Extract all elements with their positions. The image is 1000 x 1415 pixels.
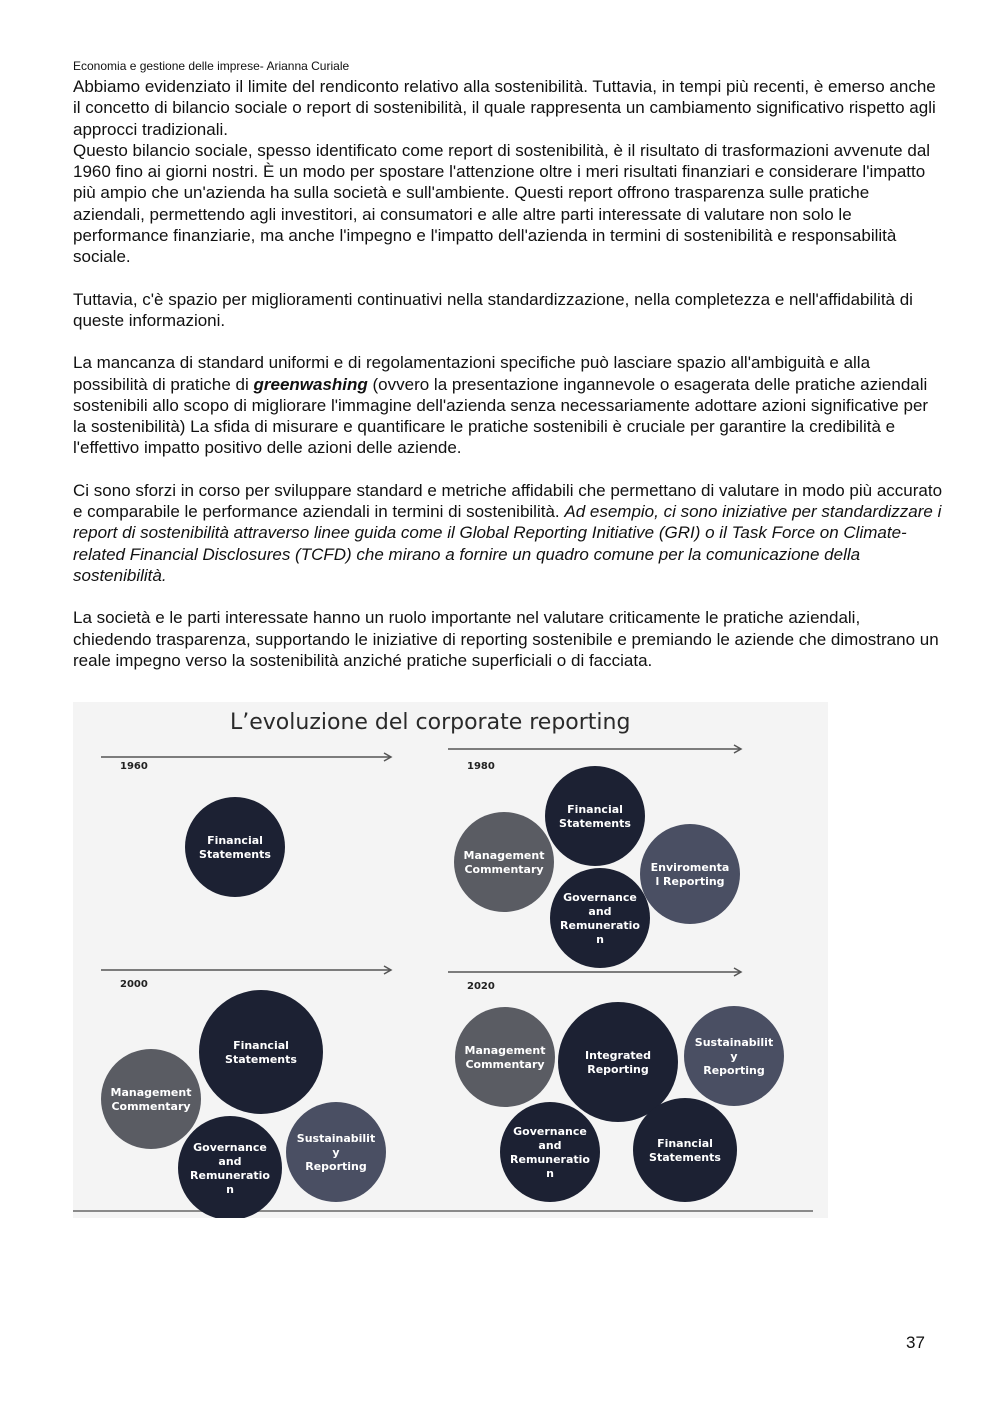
circle-label-line: Management xyxy=(464,1044,546,1057)
circle-label-line: Reporting xyxy=(587,1063,649,1076)
circle-label-line: and xyxy=(538,1139,562,1152)
circle-shape xyxy=(500,1102,600,1202)
circle-label-line: Remuneratio xyxy=(190,1169,270,1182)
reporting-circle xyxy=(101,1049,201,1149)
reporting-circle xyxy=(286,1102,386,1202)
corporate-reporting-figure xyxy=(73,702,828,1218)
circle-label-line: and xyxy=(588,905,612,918)
page-header: Economia e gestione delle imprese- Arianna Curiale xyxy=(73,59,350,73)
circle-shape xyxy=(633,1098,737,1202)
circle-label-line: y xyxy=(332,1146,340,1159)
circle-shape xyxy=(545,766,645,866)
circle-shape xyxy=(550,868,650,968)
timeline-panel-1960 xyxy=(101,753,391,897)
corporate-reporting-diagram xyxy=(73,702,828,1218)
reporting-circle xyxy=(684,1006,784,1106)
timeline-panel-2000 xyxy=(101,966,391,1218)
circle-shape xyxy=(558,1002,678,1122)
circle-label-line: Reporting xyxy=(703,1064,765,1077)
circle-label-line: Governance xyxy=(563,891,637,904)
circle-label-line: n xyxy=(596,933,604,946)
year-label: 1980 xyxy=(467,761,495,772)
circle-label-line: Commentary xyxy=(111,1100,191,1113)
circle-label-line: and xyxy=(218,1155,242,1168)
circle-label-line: Financial xyxy=(657,1137,713,1150)
circle-shape xyxy=(454,812,554,912)
circle-label-line: Statements xyxy=(225,1053,297,1066)
reporting-circle xyxy=(550,868,650,968)
paragraph-4 xyxy=(73,352,943,458)
paragraph-2: Questo bilancio sociale, spesso identificato come report di sostenibilità, è il risultato di trasformazioni avvenute dal 1960 fino ai giorni nostri. È un modo per spostare l'attenzione oltre i meri risultati finanziari e considerare l'impatto più ampio che un'azienda ha sulla società e sull'ambiente. Questi report offrono trasparenza sulle pratiche aziendali, permettendo agli investitori, ai consumatori e alle altre parti interessate di valutare non solo le performance finanziarie, ma anche l'impegno e l'impatto dell'azienda in termini di sostenibilità e responsabilità sociale. xyxy=(73,140,931,267)
circle-label-line: Governance xyxy=(513,1125,587,1138)
reporting-circle xyxy=(558,1002,678,1122)
circle-label-line: Commentary xyxy=(465,1058,545,1071)
paragraph-1: Abbiamo evidenziato il limite del rendiconto relativo alla sostenibilità. Tuttavia, in tempi più recenti, è emerso anche il concetto di bilancio sociale o report di sostenibilità, il quale rappresenta un cambiamento significativo rispetto agli approcci tradizionali. xyxy=(73,77,936,139)
reporting-circle xyxy=(185,797,285,897)
circle-label-line: Management xyxy=(463,849,545,862)
circle-label-line: Management xyxy=(110,1086,192,1099)
circle-shape xyxy=(640,824,740,924)
paragraph-5 xyxy=(73,480,943,586)
paragraph-5-italic: Ad esempio, ci sono iniziative per standardizzare i report di sostenibilità attraverso linee guida come il Global Reporting Initiative (GRI) o il Task Force on Climate-related Financial Disclosures (TCFD) che mirano a fornire un quadro comune per la comunicazione della sostenibilità. xyxy=(73,502,942,585)
circle-label-line: Remuneratio xyxy=(560,919,640,932)
circle-shape xyxy=(101,1049,201,1149)
circle-label-line: Integrated xyxy=(585,1049,651,1062)
circle-label-line: Financial xyxy=(207,834,263,847)
reporting-circle xyxy=(178,1116,282,1218)
reporting-circle xyxy=(545,766,645,866)
paragraph-4-end: (ovvero la presentazione ingannevole o esagerata delle pratiche aziendali sostenibili allo scopo di migliorare l'immagine dell'azienda senza necessariamente adottare azioni significative per la sostenibilità) La sfida di misurare e quantificare le pratiche sostenibili è cruciale per garantire la credibilità e l'effettivo impatto positivo delle azioni delle aziende. xyxy=(73,374,929,458)
circle-label-line: Governance xyxy=(193,1141,267,1154)
year-label: 2020 xyxy=(467,981,495,992)
reporting-circle xyxy=(500,1102,600,1202)
circle-label-line: y xyxy=(730,1050,738,1063)
circle-shape xyxy=(199,990,323,1114)
circle-shape xyxy=(185,797,285,897)
circle-label-line: Enviromenta xyxy=(650,861,730,874)
reporting-circle xyxy=(640,824,740,924)
circle-label-line: Statements xyxy=(559,817,631,830)
circle-label-line: Statements xyxy=(649,1151,721,1164)
circle-label-line: Statements xyxy=(199,848,271,861)
paragraph-6: La società e le parti interessate hanno un ruolo importante nel valutare criticamente le pratiche aziendali, chiedendo trasparenza, supportando le iniziative di reporting sostenibile e premiando le aziende che dimostrano un reale impegno verso la sostenibilità anziché pratiche superficiali o di facciata. xyxy=(73,608,939,670)
circle-label-line: l Reporting xyxy=(655,875,725,888)
paragraph-4-start: La mancanza di standard uniformi e di regolamentazioni specifiche può lasciare spazio all'ambiguità e alla possibilità di pratiche di xyxy=(73,353,871,394)
paragraph-5-start: Ci sono sforzi in corso per sviluppare standard e metriche affidabili che permettano di valutare in modo più accurato e comparabile le performance aziendali in termini di sostenibilità. xyxy=(73,480,943,522)
circle-label-line: Reporting xyxy=(305,1160,367,1173)
greenwashing-term: greenwashing xyxy=(253,374,368,394)
timeline-panel-2020 xyxy=(448,968,784,1202)
reporting-circle xyxy=(454,812,554,912)
reporting-circle xyxy=(633,1098,737,1202)
circle-label-line: Financial xyxy=(233,1039,289,1052)
body-text xyxy=(73,76,943,671)
circle-label-line: Financial xyxy=(567,803,623,816)
reporting-circle xyxy=(199,990,323,1114)
page-number: 37 xyxy=(906,1333,925,1352)
circle-label-line: n xyxy=(226,1183,234,1196)
paragraph-3: Tuttavia, c'è spazio per miglioramenti continuativi nella standardizzazione, nella completezza e nell'affidabilità di queste informazioni. xyxy=(73,289,913,330)
circle-shape xyxy=(455,1007,555,1107)
circle-label-line: Sustainabilit xyxy=(296,1132,376,1145)
reporting-circle xyxy=(455,1007,555,1107)
circle-label-line: Remuneratio xyxy=(510,1153,590,1166)
figure-title: L’evoluzione del corporate reporting xyxy=(230,710,631,735)
circle-label-line: Commentary xyxy=(464,863,544,876)
timeline-panels xyxy=(101,745,784,1218)
year-label: 1960 xyxy=(120,761,148,772)
circle-label-line: Sustainabilit xyxy=(694,1036,774,1049)
timeline-panel-1980 xyxy=(448,745,741,968)
circle-label-line: n xyxy=(546,1167,554,1180)
year-label: 2000 xyxy=(120,979,148,990)
